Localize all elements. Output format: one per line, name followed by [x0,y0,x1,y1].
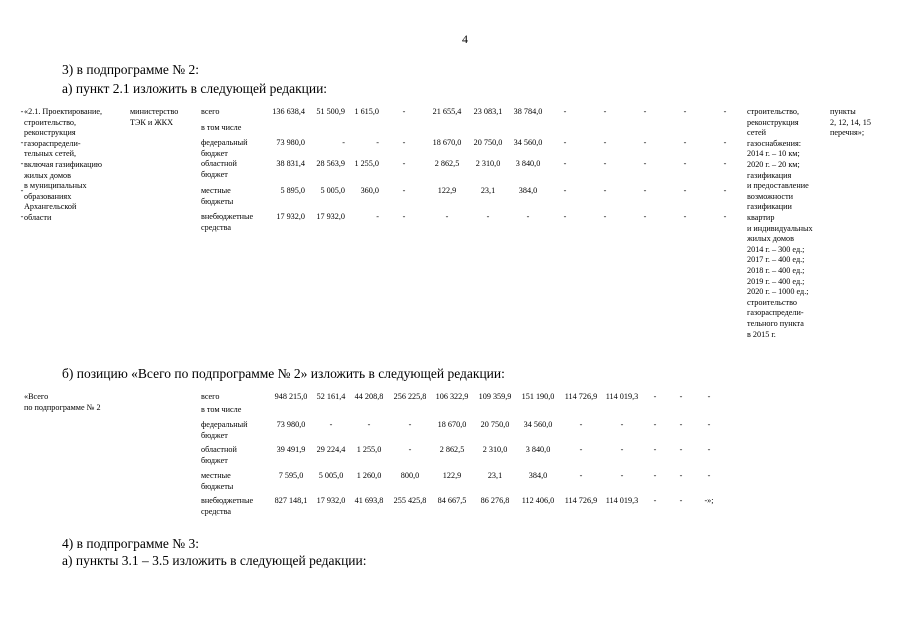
table-cell: 1 255,0 [356,445,382,454]
item-description-line: реконструкция [24,128,76,138]
table-cell: - [603,138,607,147]
table-cell: - [643,159,647,168]
table-cell: 2 310,0 [475,159,501,168]
table-cell: - [367,420,371,429]
table-cell: - [707,392,711,401]
table-cell: -»; [704,496,714,505]
table-cell: - [563,107,567,116]
item-description-line: жилых домов [24,170,72,180]
table-cell: 41 693,8 [354,496,384,505]
table-cell: 948 215,0 [274,392,308,401]
table-cell: 17 932,0 [316,496,346,505]
table-cell: - [653,496,657,505]
table-cell: 29 224,4 [316,445,346,454]
table-cell: 17 932,0 [316,212,345,221]
table-cell: - [20,159,24,168]
section-heading-3: 3) в подпрограмме № 2: [62,62,200,77]
table-cell: - [620,471,624,480]
table-cell: - [563,159,567,168]
row-label: федеральный [201,138,248,147]
table-cell: 109 359,9 [478,392,512,401]
table-cell: 20 750,0 [480,420,510,429]
table-cell: - [563,138,567,147]
table-cell: - [643,212,647,221]
table-cell: - [683,138,687,147]
expected-result-line: 2017 г. – 400 ед.; [747,255,805,265]
table-cell: - [723,186,727,195]
table-cell: - [579,471,583,480]
row-label: бюджеты [201,481,234,491]
table-cell: 73 980,0 [276,138,305,147]
executor-line: министерство [130,107,179,116]
table-cell: 384,0 [518,186,538,195]
table-cell: - [707,420,711,429]
table-cell: - [679,392,683,401]
item-description-line: включая газификацию [24,160,102,169]
table-cell: - [579,445,583,454]
table-cell: - [402,186,406,195]
table-cell: 827 148,1 [274,496,308,505]
item-description-line: в муниципальных [24,181,87,191]
table-cell: 360,0 [360,186,379,195]
table-cell: - [643,138,647,147]
table-cell: 23 083,1 [473,107,503,116]
expected-result-line: газоснабжения: [747,138,802,148]
table-cell: 17 932,0 [276,212,305,221]
table-cell: 2 310,0 [482,445,508,454]
table-cell: 44 208,8 [354,392,384,401]
item-description-line: строительство, [24,117,77,127]
table-cell: 7 595,0 [278,471,304,480]
table-cell: - [20,107,24,116]
table-cell: 20 750,0 [473,138,503,147]
table-cell: 122,9 [437,186,457,195]
row-label: всего [201,107,220,116]
expected-result-line: 2020 г. – 1000 ед.; [747,287,809,297]
table-cell: - [563,212,567,221]
table-cell: 39 491,9 [276,445,306,454]
expected-result-line: строительство [747,297,798,307]
row-label: в том числе [201,123,242,132]
item-description-line: образованиях [24,191,72,201]
table-cell: - [486,212,490,221]
table-cell: - [653,392,657,401]
expected-result-line: 2014 г. – 10 км; [747,149,800,159]
executor-line: ТЭК и ЖКХ [130,117,174,127]
table-cell: 18 670,0 [432,138,462,147]
expected-result-line: сетей [747,128,766,138]
section-heading-4a: а) пункты 3.1 – 3.5 изложить в следующей редакции: [62,553,367,568]
table-cell: 114 726,9 [564,392,598,401]
table-cell: - [679,420,683,429]
row-label: бюджет [201,430,228,440]
table-cell: - [723,107,727,116]
table-cell: - [707,471,711,480]
table-cell: 5 005,0 [318,471,344,480]
table-cell: - [376,138,379,147]
expected-result-line: возможности [747,191,794,201]
row-label: федеральный [201,420,248,429]
expected-result-line: 2018 г. – 400 ед.; [747,266,805,275]
table-cell: 2 862,5 [434,159,460,168]
table-cell: 114 726,9 [564,496,598,505]
table-cell: - [707,445,711,454]
table-cell: 38 784,0 [513,107,543,116]
table-cell: - [603,212,607,221]
table-cell: 384,0 [528,471,548,480]
row-label: бюджет [201,455,228,465]
table-cell: - [603,159,607,168]
table-cell: 5 005,0 [320,186,345,195]
points-line: пункты [830,107,856,116]
table-cell: 86 276,8 [480,496,510,505]
table-cell: - [603,107,607,116]
expected-result-line: жилых домов [747,234,795,244]
table-cell: 18 670,0 [437,420,467,429]
table-cell: 73 980,0 [276,420,306,429]
table-cell: 1 615,0 [354,107,379,116]
expected-result-line: 2014 г. – 300 ед.; [747,244,805,254]
table-cell: - [342,138,345,147]
expected-result-line: тельного пункта [747,319,804,328]
table-cell: - [679,496,683,505]
item-description-line: по подпрограмме № 2 [24,402,101,412]
item-description-line: газораспредели- [24,138,81,148]
row-label: средства [201,222,232,232]
table-cell: - [579,420,583,429]
expected-result-line: и индивидуальных [747,223,813,233]
table-cell: 114 019,3 [605,496,639,505]
table-cell: 112 406,0 [521,496,555,505]
expected-result-line: газификации [747,202,792,212]
table-cell: - [20,186,24,195]
row-label: бюджет [201,148,228,158]
row-label: всего [201,392,220,401]
table-cell: 21 655,4 [432,107,462,116]
table-cell: - [402,212,406,221]
table-cell: 800,0 [400,471,420,480]
table-cell: 122,9 [442,471,462,480]
table-cell: - [723,159,727,168]
table-cell: - [683,212,687,221]
points-line: 2, 12, 14, 15 [830,117,871,127]
table-cell: 28 563,9 [316,159,345,168]
table-cell: 114 019,3 [605,392,639,401]
expected-result-line: в 2015 г. [747,329,776,339]
item-description-line: Архангельской [24,202,77,212]
table-cell: 3 840,0 [515,159,541,168]
row-label: средства [201,506,232,516]
expected-result-line: строительство, [747,107,800,116]
table-cell: - [376,212,379,221]
item-description-line: «2.1. Проектирование, [24,107,103,116]
table-cell: - [653,420,657,429]
section-heading-3a: а) пункт 2.1 изложить в следующей редакции: [62,81,328,96]
table-cell: 34 560,0 [523,420,553,429]
row-label: внебюджетные [201,496,254,505]
row-label: местные [201,471,231,480]
item-description-line: тельных сетей, [24,149,77,159]
table-cell: 84 667,5 [437,496,467,505]
table-cell: 23,1 [480,186,496,195]
table-cell: - [653,445,657,454]
table-cell: - [683,159,687,168]
table-cell: 34 560,0 [513,138,543,147]
table-cell: - [679,445,683,454]
table-cell: - [402,138,406,147]
table-cell: - [683,107,687,116]
table-cell: 106 322,9 [435,392,469,401]
table-cell: 2 862,5 [439,445,465,454]
expected-result-line: квартир [747,213,775,222]
table-cell: - [683,186,687,195]
table-cell: - [526,212,530,221]
item-description-line: «Всего [24,392,49,401]
table-cell: 1 260,0 [356,471,382,480]
table-cell: 151 190,0 [521,392,555,401]
table-cell: 1 255,0 [354,159,379,168]
page-number: 4 [462,32,468,46]
table-cell: - [643,107,647,116]
table-cell: - [723,138,727,147]
row-label: областной [201,159,237,168]
row-label: внебюджетные [201,212,254,221]
table-cell: - [20,138,24,147]
expected-result-line: газораспредели- [747,308,804,318]
table-cell: - [643,186,647,195]
table-cell: - [620,420,624,429]
table-cell: 136 638,4 [272,107,305,116]
table-cell: 38 831,4 [276,159,305,168]
expected-result-line: 2020 г. – 20 км; [747,160,800,169]
table-cell: - [402,159,406,168]
row-label: в том числе [201,405,242,414]
expected-result-line: газификация [747,170,792,180]
expected-result-line: 2019 г. – 400 ед.; [747,276,805,286]
table-cell: - [329,420,333,429]
table-cell: - [679,471,683,480]
table-cell: 5 895,0 [280,186,305,195]
table-cell: 52 161,4 [316,392,346,401]
section-heading-b: б) позицию «Всего по подпрограмме № 2» изложить в следующей редакции: [62,366,505,381]
table-cell: 256 225,8 [393,392,427,401]
expected-result-line: и предоставление [747,181,809,191]
table-cell: - [20,212,24,221]
points-line: перечня»; [830,128,865,138]
item-description-line: области [24,213,52,222]
section-heading-4: 4) в подпрограмме № 3: [62,536,200,551]
table-cell: - [653,471,657,480]
table-cell: - [408,420,412,429]
row-label: бюджет [201,169,228,179]
row-label: бюджеты [201,196,234,206]
table-cell: 23,1 [487,471,503,480]
table-cell: - [402,107,406,116]
table-cell: - [408,445,412,454]
table-cell: 255 425,8 [393,496,427,505]
row-label: местные [201,186,231,195]
table-cell: - [563,186,567,195]
row-label: областной [201,445,237,454]
table-cell: - [620,445,624,454]
table-cell: - [723,212,727,221]
table-cell: - [603,186,607,195]
table-cell: 51 500,9 [316,107,345,116]
expected-result-line: реконструкция [747,117,799,127]
table-cell: 3 840,0 [525,445,551,454]
table-cell: - [445,212,449,221]
